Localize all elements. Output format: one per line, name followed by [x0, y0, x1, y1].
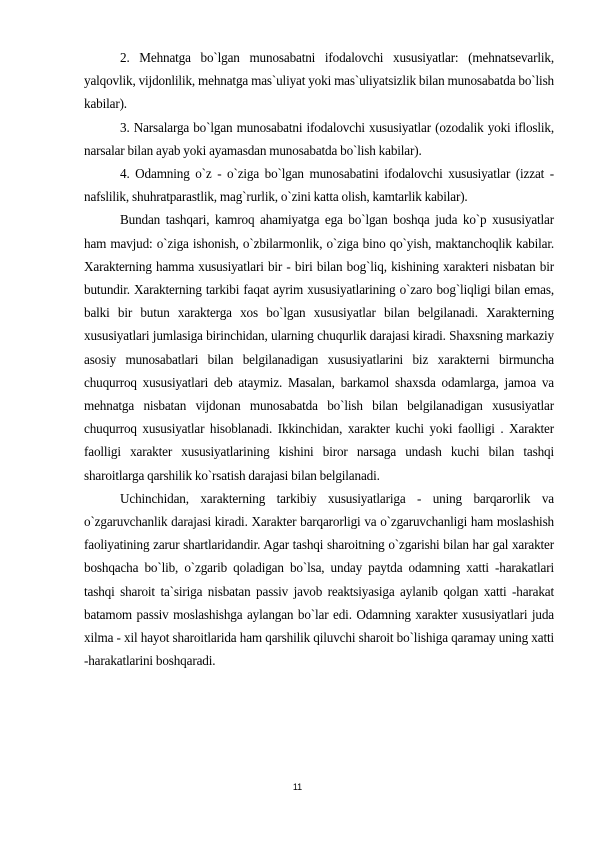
paragraph-things-attitude: 3. Narsalarga bo`lgan munosabatni ifodalovchi xususiyatlar (ozodalik yoki ifloslik, narsalar bilan ayab yoki ayamasdan munosabatda bo`lish kabilar).	[84, 119, 554, 158]
paragraph-work-attitude: 2. Mehnatga bo`lgan munosabatni ifodalovchi xususiyatlar: (mehnatsevarlik, yalqovlik, vijdonlilik, mehnatga mas`uliyat yoki mas`uliyatsizlik bilan munosabatda bo`lish kabilar).	[84, 50, 554, 112]
paragraph-self-attitude: 4. Odamning o`z - o`ziga bo`lgan munosabatini ifodalovchi xususiyatlar (izzat - nafslilik, shuhratparastlik, mag`rurlik, o`zini katta olish, kamtarlik kabilar).	[84, 166, 554, 205]
paragraph-stability: Uchinchidan, xarakterning tarkibiy xususiyatlariga - uning barqarorlik va o`zgaruvchanlik darajasi kiradi. Xarakter barqarorligi va o`zgaruvchanligi ham moslashish faoliyatining zarur shartlaridandir. Agar tashqi sharoitning o`zgarishi bilan har gal xarakter boshqacha bo`lib, o`zgarib qoladigan bo`lsa, unday paytda odamning xatti -harakatlari tashqi sharoit ta`siriga nisbatan passiv javob reaktsiyasiga aylanib qolgan xatti -harakat batamom passiv moslashishga aylangan bo`lar edi. Odamning xarakter xususiyatlari juda xilma - xil hayot sharoitlarida ham qarshilik qiluvchi sharoit bo`lishiga qaramay uning xatti -harakatlarini boshqaradi.	[84, 490, 554, 669]
page-number: 11	[292, 782, 303, 792]
document-page	[84, 46, 554, 672]
paragraph-other-traits: Bundan tashqari, kamroq ahamiyatga ega bo`lgan boshqa juda ko`p xususiyatlar ham mavjud: o`ziga ishonish, o`zbilarmonlik, o`ziga bino qo`yish, maktanchoqlik kabilar. Xarakterning hamma xususiyatlari bir - biri bilan bog`liq, kishining xarakteri nisbatan bir butundir. Xarakterning tarkibi faqat ayrim xususiyatlarining o`zaro bog`liqligi bilan emas, balki bir butun xarakterga xos bo`lgan xususiyatlar bilan belgilanadi. Xarakterning xususiyatlari jumlasiga birinchidan, ularning chuqurlik darajasi kiradi. Shaxsning markaziy asosiy munosabatlari bilan belgilanadigan xususiyatlarini biz xarakterni birmuncha chuqurroq xususiyatlari deb ataymiz. Masalan, barkamol shaxsda odamlarga, jamoa va mehnatga nisbatan vijdonan munosabatda bo`lish bilan belgilanadigan xususiyatlar chuqurroq xususiyatlar hisoblanadi. Ikkinchidan, xarakter kuchi yoki faolligi . Xarakter faolligi xarakter xususiyatlarining kishini biror narsaga undash kuchi bilan tashqi sharoitlarga qarshilik ko`rsatish darajasi bilan belgilanadi.	[84, 212, 554, 483]
